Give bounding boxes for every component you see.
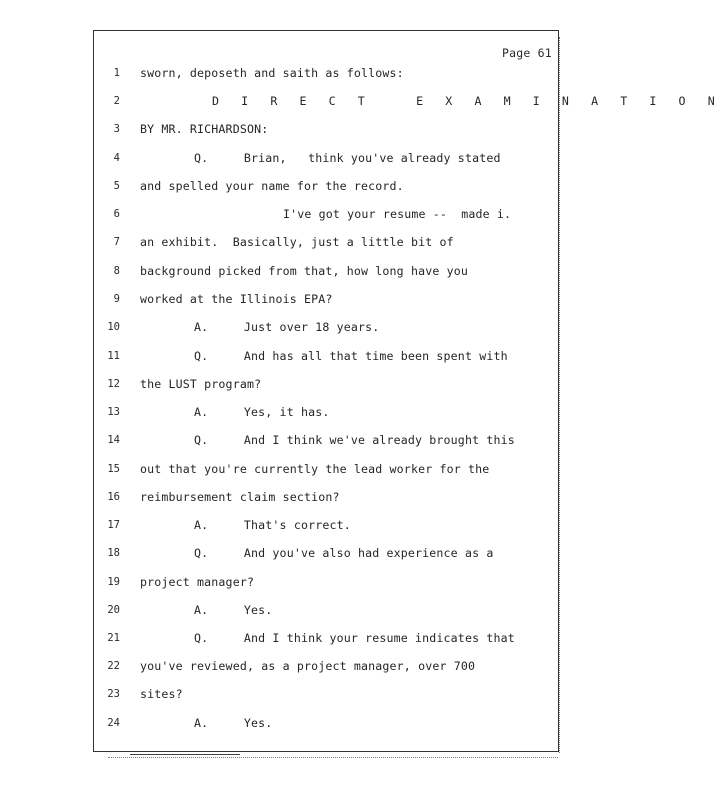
transcript-line <box>0 602 619 618</box>
line-text: project manager? <box>140 575 255 589</box>
transcript-line <box>0 319 619 335</box>
line-text: reimbursement claim section? <box>140 490 340 504</box>
line-text: Q. And has all that time been spent with <box>194 349 508 363</box>
transcript-line <box>0 234 619 250</box>
line-text: the LUST program? <box>140 377 262 391</box>
line-text: you've reviewed, as a project manager, over 700 <box>140 659 476 673</box>
line-number: 6 <box>113 208 120 220</box>
transcript-line <box>0 630 619 646</box>
line-text: worked at the Illinois EPA? <box>140 292 333 306</box>
line-number: 24 <box>107 717 120 729</box>
line-number: 8 <box>113 265 120 277</box>
line-text: A. That's correct. <box>194 518 351 532</box>
transcript-line <box>0 150 619 166</box>
line-number: 2 <box>113 95 120 107</box>
line-number: 19 <box>107 576 120 588</box>
line-number: 7 <box>113 236 120 248</box>
line-text: Q. And I think we've already brought this <box>194 433 515 447</box>
transcript-line <box>0 489 619 505</box>
transcript-line <box>0 206 619 222</box>
page-number: Page 61 <box>502 46 552 60</box>
footer-rule <box>130 754 240 755</box>
line-number: 14 <box>107 434 120 446</box>
transcript-line <box>0 461 619 477</box>
transcript-line <box>0 574 619 590</box>
line-number: 4 <box>113 152 120 164</box>
line-text: sites? <box>140 687 183 701</box>
transcript-line <box>0 348 619 364</box>
transcript-line <box>0 178 619 194</box>
line-number: 15 <box>107 463 120 475</box>
line-number: 1 <box>113 67 120 79</box>
line-number: 18 <box>107 547 120 559</box>
line-text: and spelled your name for the record. <box>140 179 404 193</box>
line-number: 21 <box>107 632 120 644</box>
line-number: 11 <box>107 350 120 362</box>
line-number: 10 <box>107 321 120 333</box>
line-text: A. Yes. <box>194 603 273 617</box>
line-text: A. Yes, it has. <box>194 405 330 419</box>
footer-scan-noise <box>108 757 558 762</box>
line-text: A. Yes. <box>194 716 273 730</box>
line-text: I've got your resume -- made i. <box>283 207 512 221</box>
line-text: BY MR. RICHARDSON: <box>140 122 269 136</box>
line-number: 3 <box>113 123 120 135</box>
transcript-line <box>0 715 619 731</box>
transcript-line <box>0 93 722 109</box>
line-number: 13 <box>107 406 120 418</box>
line-number: 5 <box>113 180 120 192</box>
transcript-line <box>0 121 619 137</box>
transcript-line <box>0 404 619 420</box>
line-text: sworn, deposeth and saith as follows: <box>140 66 404 80</box>
transcript-line <box>0 658 619 674</box>
line-text: Q. Brian, think you've already stated <box>194 151 501 165</box>
line-text: an exhibit. Basically, just a little bit of <box>140 235 454 249</box>
line-text: out that you're currently the lead worker for the <box>140 462 490 476</box>
line-number: 12 <box>107 378 120 390</box>
line-number: 22 <box>107 660 120 672</box>
section-heading: D I R E C T E X A M I N A T I O N <box>212 94 722 108</box>
transcript-line <box>0 545 619 561</box>
line-number: 20 <box>107 604 120 616</box>
line-number: 9 <box>113 293 120 305</box>
line-number: 23 <box>107 688 120 700</box>
transcript-line <box>0 263 619 279</box>
transcript-line <box>0 291 619 307</box>
line-text: Q. And you've also had experience as a <box>194 546 494 560</box>
transcript-line <box>0 65 619 81</box>
line-number: 16 <box>107 491 120 503</box>
line-text: Q. And I think your resume indicates that <box>194 631 515 645</box>
line-text: background picked from that, how long have you <box>140 264 468 278</box>
transcript-line <box>0 517 619 533</box>
transcript-line <box>0 432 619 448</box>
line-number: 17 <box>107 519 120 531</box>
transcript-line <box>0 376 619 392</box>
transcript-line <box>0 686 619 702</box>
line-text: A. Just over 18 years. <box>194 320 380 334</box>
